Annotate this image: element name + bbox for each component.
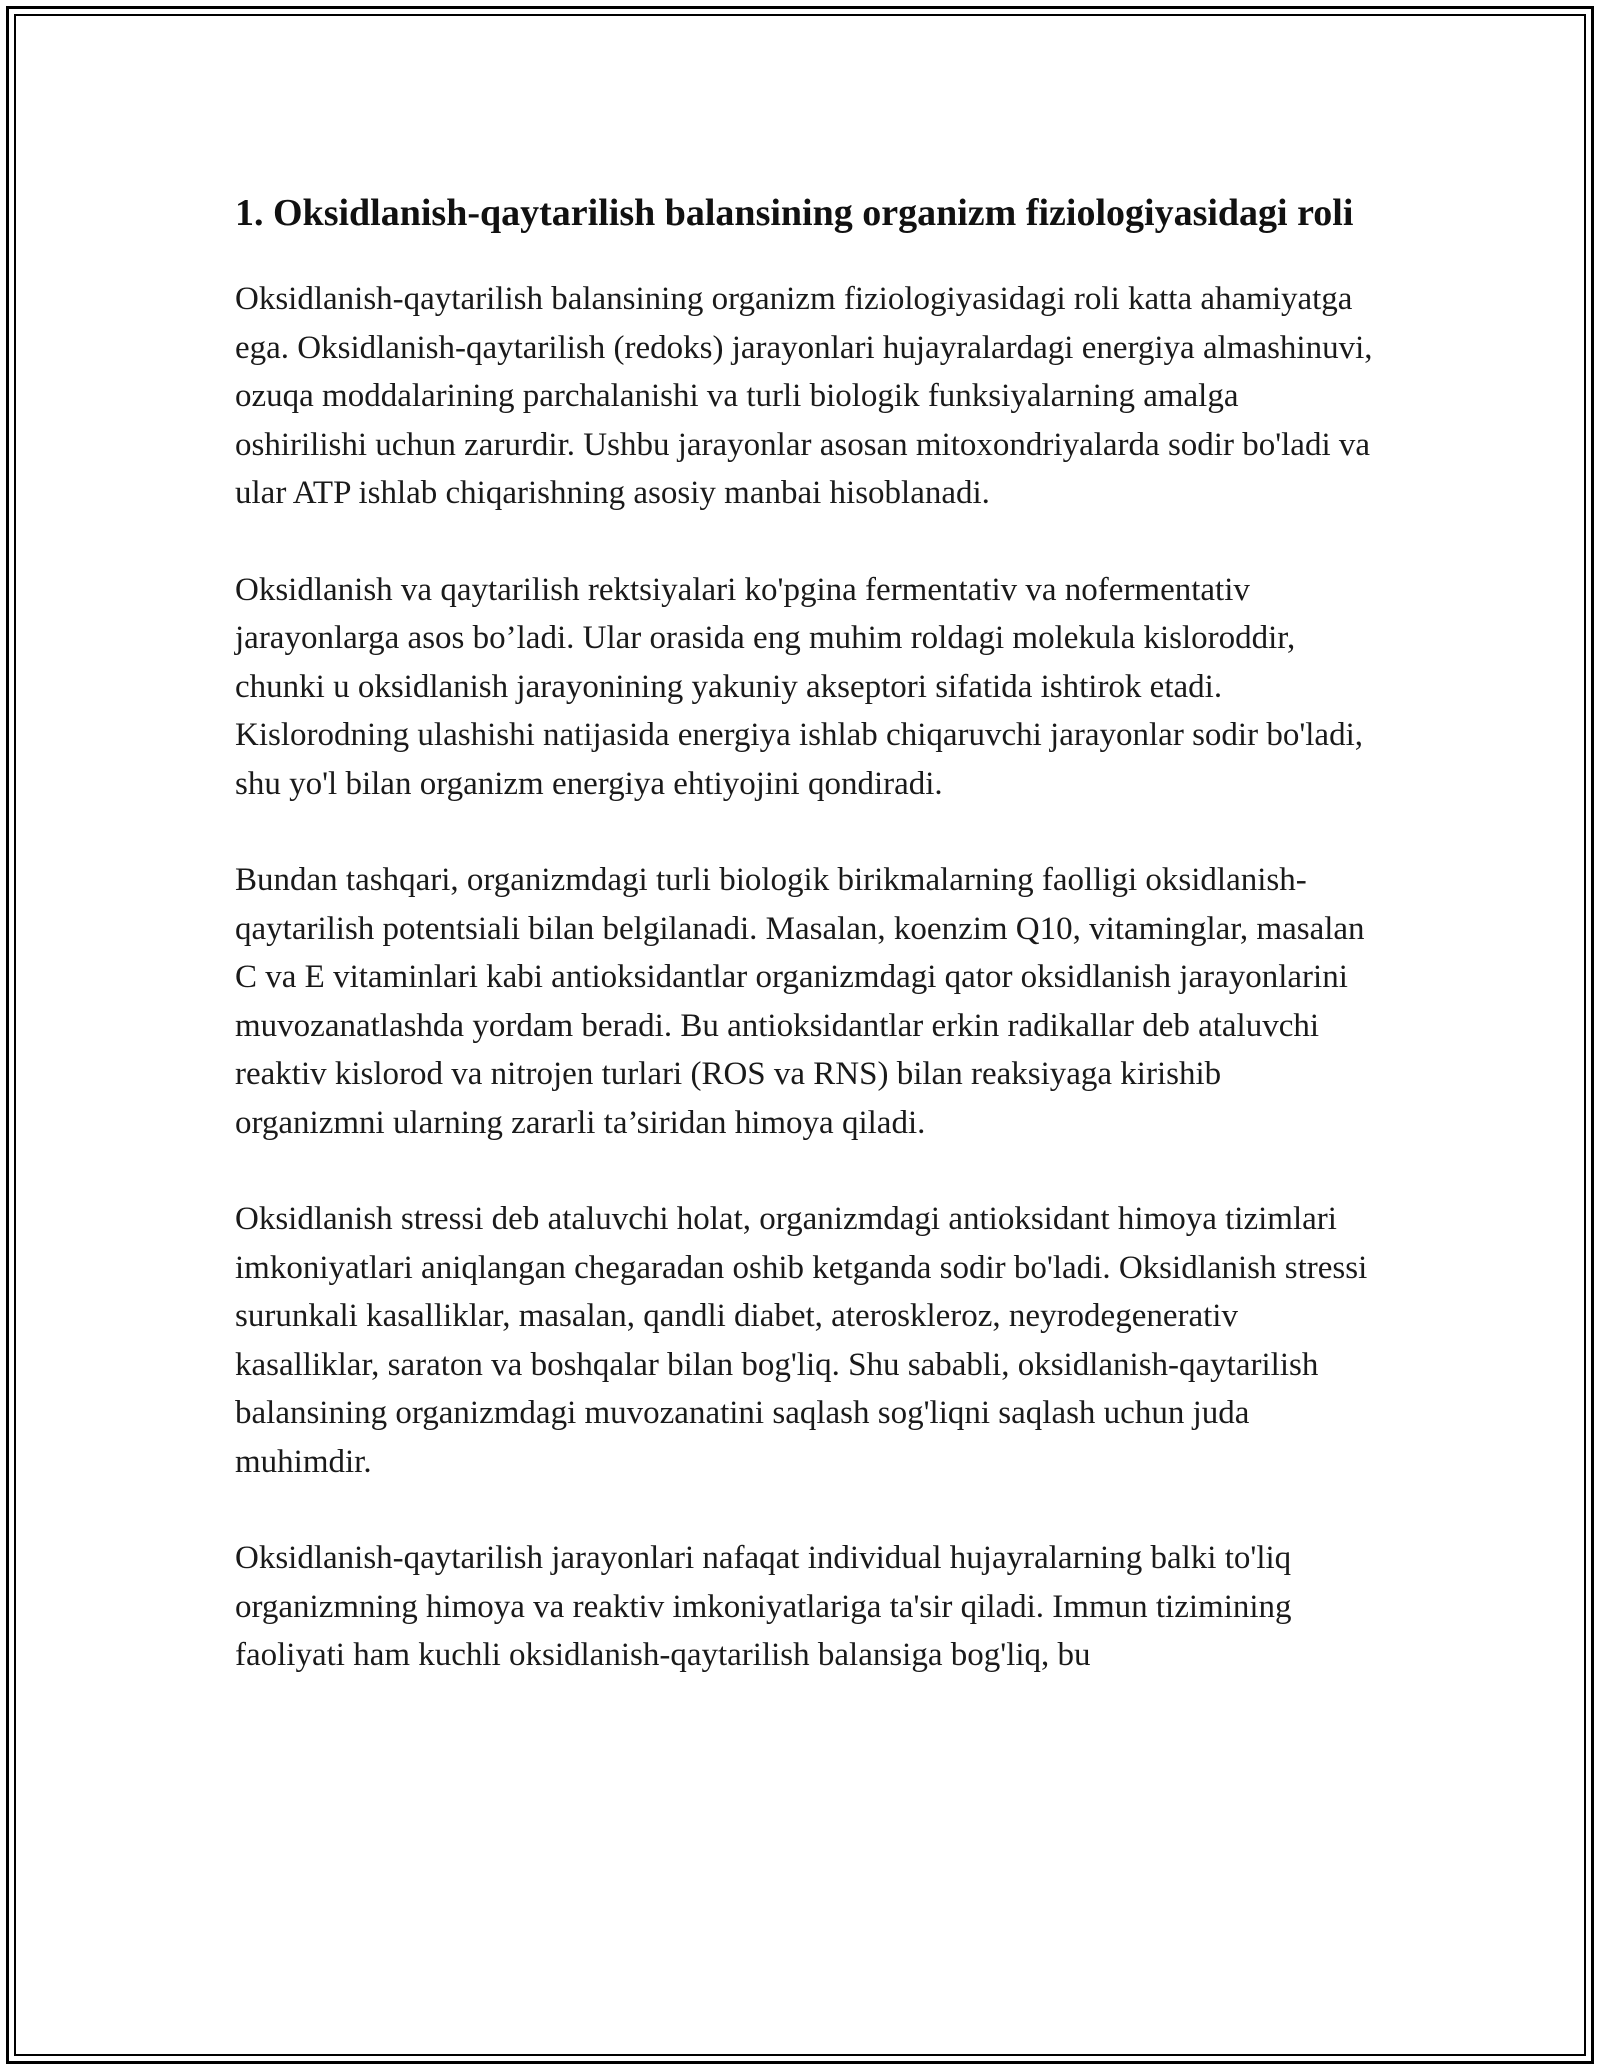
paragraph-3: Bundan tashqari, organizmdagi turli biologik birikmalarning faolligi oksidlanish-qaytarilish potentsiali bilan belgilanadi. Masalan, koenzim Q10, vitaminglar, masalan C va E vitaminlari kabi antioksidantlar organizmdagi qator oksidlanish jarayonlarini muvozanatlashda yordam beradi. Bu antioksidantlar erkin radikallar deb ataluvchi reaktiv kislorod va nitrojen turlari (ROS va RNS) bilan reaksiyaga kirishib organizmni ularning zararli ta’siridan himoya qiladi. bbox=[235, 862, 1365, 1141]
section-heading: 1. Oksidlanish-qaytarilish balansining organizm fiziologiyasidagi roli bbox=[235, 192, 1354, 234]
paragraph-1: Oksidlanish-qaytarilish balansining organizm fiziologiyasidagi roli katta ahamiyatga ega. Oksidlanish-qaytarilish (redoks) jarayonlari hujayralardagi energiya almashinuvi, ozuqa moddalarining parchalanishi va turli biologik funksiyalarning amalga oshirilishi uchun zarurdir. Ushbu jarayonlar asosan mitoxondriyalarda sodir bo'ladi va ular ATP ishlab chiqarishning asosiy manbai hisoblanadi. bbox=[235, 281, 1373, 511]
document-body bbox=[235, 186, 1375, 1728]
paragraph-4: Oksidlanish stressi deb ataluvchi holat, organizmdagi antioksidant himoya tizimlari imkoniyatlari aniqlangan chegaradan oshib ketganda sodir bo'ladi. Oksidlanish stressi surunkali kasalliklar, masalan, qandli diabet, ateroskleroz, neyrodegenerativ kasalliklar, saraton va boshqalar bilan bog'liq. Shu sababli, oksidlanish-qaytarilish balansining organizmdagi muvozanatini saqlash sog'liqni saqlash uchun juda muhimdir. bbox=[235, 1201, 1368, 1480]
paragraph-2: Oksidlanish va qaytarilish rektsiyalari ko'pgina fermentativ va nofermentativ jarayonlarga asos bo’ladi. Ular orasida eng muhim roldagi molekula kisloroddir, chunki u oksidlanish jarayonining yakuniy akseptori sifatida ishtirok etadi. Kislorodning ulashishi natijasida energiya ishlab chiqaruvchi jarayonlar sodir bo'ladi, shu yo'l bilan organizm energiya ehtiyojini qondiradi. bbox=[235, 571, 1363, 802]
paragraph-5: Oksidlanish-qaytarilish jarayonlari nafaqat individual hujayralarning balki to'liq organizmning himoya va reaktiv imkoniyatlariga ta'sir qiladi. Immun tizimining faoliyati ham kuchli oksidlanish-qaytarilish balansiga bog'liq, bu bbox=[235, 1540, 1292, 1673]
